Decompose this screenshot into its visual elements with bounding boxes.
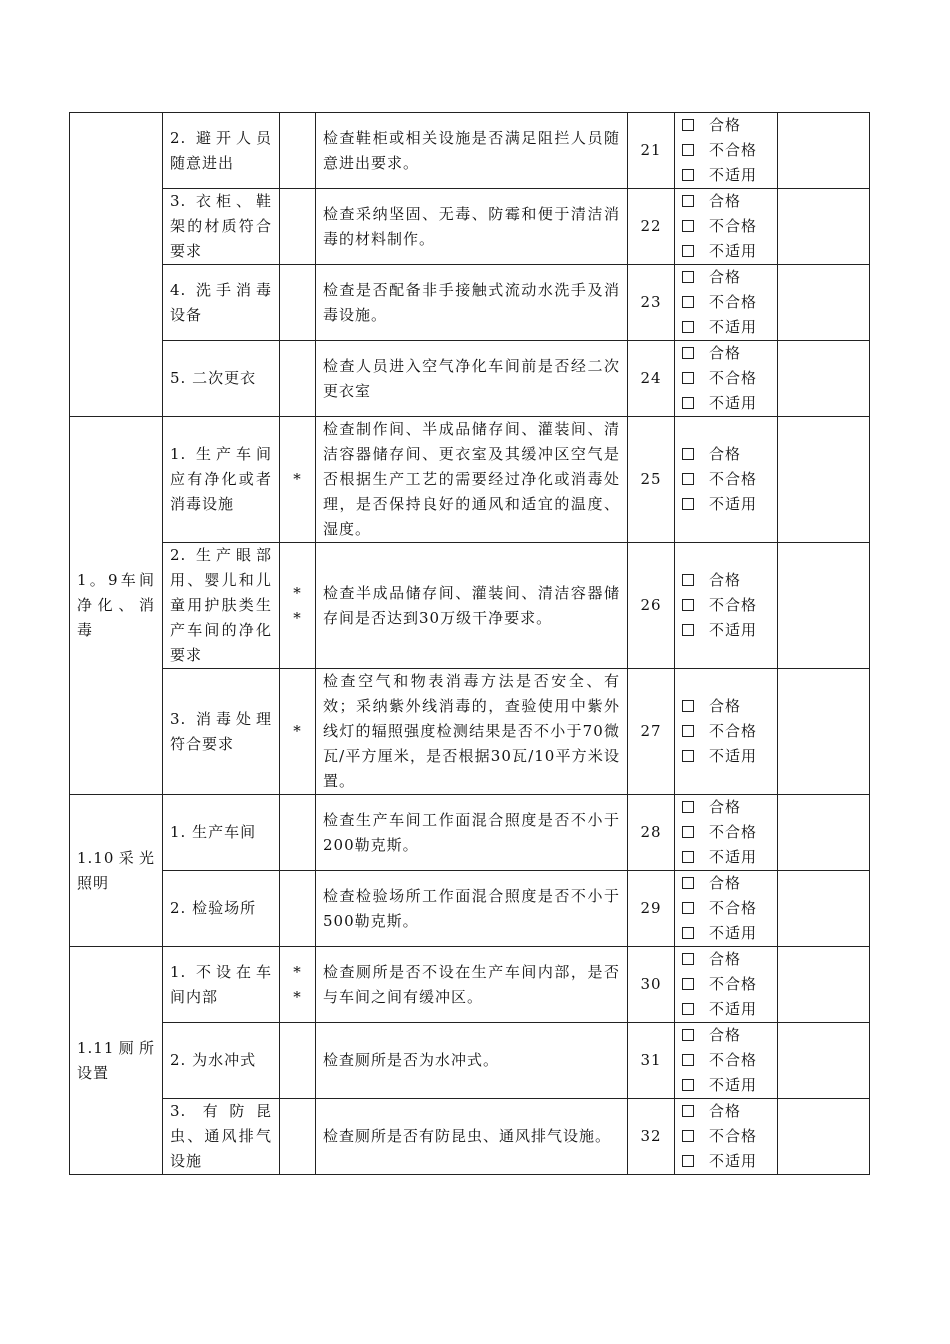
key-item-mark: * (280, 417, 316, 543)
result-option[interactable] (682, 138, 770, 163)
result-option[interactable] (682, 1099, 770, 1124)
option-label: 不合格 (709, 293, 758, 311)
result-option[interactable] (682, 1023, 770, 1048)
table-row (70, 417, 870, 543)
table-row (70, 795, 870, 871)
result-option[interactable] (682, 341, 770, 366)
result-options (675, 1023, 778, 1099)
key-item-mark (280, 1023, 316, 1099)
result-option[interactable] (682, 265, 770, 290)
result-option[interactable] (682, 921, 770, 946)
option-label: 合格 (709, 798, 742, 816)
option-label: 不合格 (709, 899, 758, 917)
item-number: 26 (628, 543, 675, 669)
option-label: 合格 (709, 344, 742, 362)
option-label: 不适用 (709, 747, 758, 765)
checkbox[interactable] (682, 801, 694, 813)
option-label: 不适用 (709, 394, 758, 412)
result-option[interactable] (682, 820, 770, 845)
checkbox[interactable] (682, 271, 694, 283)
remarks-cell[interactable] (778, 543, 870, 669)
checkbox[interactable] (682, 498, 694, 510)
checkbox[interactable] (682, 1130, 694, 1142)
result-option[interactable] (682, 845, 770, 870)
checkbox[interactable] (682, 574, 694, 586)
result-option[interactable] (682, 1073, 770, 1098)
checkbox[interactable] (682, 169, 694, 181)
result-options (675, 341, 778, 417)
check-description: 检查厕所是否为水冲式。 (316, 1023, 628, 1099)
checkbox[interactable] (682, 296, 694, 308)
option-label: 合格 (709, 874, 742, 892)
option-label: 合格 (709, 697, 742, 715)
table-row (70, 871, 870, 947)
result-option[interactable] (682, 1149, 770, 1174)
key-item-mark: * * (280, 543, 316, 669)
result-options (675, 1099, 778, 1175)
result-option[interactable] (682, 239, 770, 264)
checkbox[interactable] (682, 347, 694, 359)
result-options (675, 947, 778, 1023)
checkbox[interactable] (682, 397, 694, 409)
result-option[interactable] (682, 467, 770, 492)
check-description: 检查生产车间工作面混合照度是否不小于200勒克斯。 (316, 795, 628, 871)
checkbox[interactable] (682, 750, 694, 762)
table-row (70, 113, 870, 189)
result-option[interactable] (682, 618, 770, 643)
item-cell: 3. 衣柜、鞋架的材质符合要求 (163, 189, 280, 265)
result-option[interactable] (682, 1124, 770, 1149)
result-option[interactable] (682, 492, 770, 517)
item-number: 29 (628, 871, 675, 947)
checkbox[interactable] (682, 953, 694, 965)
remarks-cell[interactable] (778, 113, 870, 189)
checkbox[interactable] (682, 599, 694, 611)
key-item-mark (280, 189, 316, 265)
checkbox[interactable] (682, 119, 694, 131)
result-option[interactable] (682, 593, 770, 618)
result-options (675, 795, 778, 871)
item-number: 24 (628, 341, 675, 417)
item-cell: 1. 生产车间 (163, 795, 280, 871)
key-item-mark (280, 795, 316, 871)
item-number: 21 (628, 113, 675, 189)
result-options (675, 113, 778, 189)
item-number: 23 (628, 265, 675, 341)
result-option[interactable] (682, 315, 770, 340)
remarks-cell[interactable] (778, 1099, 870, 1175)
checkbox[interactable] (682, 473, 694, 485)
key-item-mark: * (280, 669, 316, 795)
remarks-cell[interactable] (778, 669, 870, 795)
check-description: 检查是否配备非手接触式流动水洗手及消毒设施。 (316, 265, 628, 341)
option-label: 不适用 (709, 242, 758, 260)
item-cell: 3. 有防昆虫、通风排气设施 (163, 1099, 280, 1175)
result-option[interactable] (682, 997, 770, 1022)
result-option[interactable] (682, 694, 770, 719)
option-label: 不适用 (709, 621, 758, 639)
option-label: 不合格 (709, 470, 758, 488)
option-label: 不适用 (709, 848, 758, 866)
item-cell: 2. 检验场所 (163, 871, 280, 947)
option-label: 合格 (709, 950, 742, 968)
key-item-mark (280, 113, 316, 189)
result-option[interactable] (682, 719, 770, 744)
result-option[interactable] (682, 947, 770, 972)
result-option[interactable] (682, 896, 770, 921)
remarks-cell[interactable] (778, 947, 870, 1023)
option-label: 合格 (709, 192, 742, 210)
option-label: 合格 (709, 116, 742, 134)
checkbox[interactable] (682, 448, 694, 460)
checkbox[interactable] (682, 1155, 694, 1167)
checkbox[interactable] (682, 877, 694, 889)
category-cell: 1.11厕所设置 (70, 947, 163, 1175)
table-row (70, 189, 870, 265)
inspection-table-body (70, 113, 870, 1175)
result-options (675, 669, 778, 795)
result-option[interactable] (682, 744, 770, 769)
item-cell: 3. 消毒处理符合要求 (163, 669, 280, 795)
check-description: 检查采纳坚固、无毒、防霉和便于清洁消毒的材料制作。 (316, 189, 628, 265)
item-cell: 5. 二次更衣 (163, 341, 280, 417)
option-label: 合格 (709, 1102, 742, 1120)
check-description: 检查空气和物表消毒方法是否安全、有效；采纳紫外线消毒的，查验使用中紫外线灯的辐照强度检测结果是否不小于70微瓦/平方厘米，是否根据30瓦/10平方米设置。 (316, 669, 628, 795)
option-label: 不合格 (709, 369, 758, 387)
result-option[interactable] (682, 871, 770, 896)
check-description: 检查厕所是否有防昆虫、通风排气设施。 (316, 1099, 628, 1175)
check-description: 检查鞋柜或相关设施是否满足阻拦人员随意进出要求。 (316, 113, 628, 189)
remarks-cell[interactable] (778, 795, 870, 871)
item-cell: 1. 生产车间应有净化或者消毒设施 (163, 417, 280, 543)
key-item-mark (280, 265, 316, 341)
checkbox[interactable] (682, 978, 694, 990)
option-label: 合格 (709, 268, 742, 286)
checkbox[interactable] (682, 1079, 694, 1091)
check-description: 检查检验场所工作面混合照度是否不小于500勒克斯。 (316, 871, 628, 947)
table-row (70, 341, 870, 417)
item-number: 31 (628, 1023, 675, 1099)
check-description: 检查厕所是否不设在生产车间内部，是否与车间之间有缓冲区。 (316, 947, 628, 1023)
result-options (675, 543, 778, 669)
item-number: 32 (628, 1099, 675, 1175)
result-option[interactable] (682, 189, 770, 214)
result-option[interactable] (682, 568, 770, 593)
checkbox[interactable] (682, 1029, 694, 1041)
key-item-mark (280, 1099, 316, 1175)
check-description: 检查半成品储存间、灌装间、清洁容器储存间是否达到30万级干净要求。 (316, 543, 628, 669)
item-cell: 1. 不设在车间内部 (163, 947, 280, 1023)
item-number: 27 (628, 669, 675, 795)
remarks-cell[interactable] (778, 871, 870, 947)
checkbox[interactable] (682, 321, 694, 333)
checkbox[interactable] (682, 220, 694, 232)
option-label: 不合格 (709, 722, 758, 740)
option-label: 不合格 (709, 975, 758, 993)
result-option[interactable] (682, 442, 770, 467)
option-label: 不适用 (709, 1076, 758, 1094)
checkbox[interactable] (682, 700, 694, 712)
option-label: 不适用 (709, 495, 758, 513)
checkbox[interactable] (682, 725, 694, 737)
result-option[interactable] (682, 795, 770, 820)
checkbox[interactable] (682, 927, 694, 939)
option-label: 不适用 (709, 1000, 758, 1018)
result-options (675, 417, 778, 543)
option-label: 合格 (709, 1026, 742, 1044)
option-label: 不适用 (709, 166, 758, 184)
key-item-mark (280, 871, 316, 947)
table-row (70, 947, 870, 1023)
category-cell: 1。9车间净化、消毒 (70, 417, 163, 795)
check-description: 检查人员进入空气净化车间前是否经二次更衣室 (316, 341, 628, 417)
result-options (675, 189, 778, 265)
category-cell: 1.10采光照明 (70, 795, 163, 947)
checkbox[interactable] (682, 851, 694, 863)
key-item-mark: * * (280, 947, 316, 1023)
option-label: 不适用 (709, 1152, 758, 1170)
option-label: 不适用 (709, 318, 758, 336)
option-label: 不合格 (709, 217, 758, 235)
result-option[interactable] (682, 113, 770, 138)
option-label: 不合格 (709, 596, 758, 614)
remarks-cell[interactable] (778, 417, 870, 543)
checkbox[interactable] (682, 1054, 694, 1066)
item-cell: 2. 避开人员随意进出 (163, 113, 280, 189)
result-options (675, 265, 778, 341)
option-label: 不合格 (709, 141, 758, 159)
result-option[interactable] (682, 214, 770, 239)
inspection-table (69, 112, 870, 1175)
item-cell: 4. 洗手消毒设备 (163, 265, 280, 341)
checkbox[interactable] (682, 144, 694, 156)
key-item-mark (280, 341, 316, 417)
item-number: 30 (628, 947, 675, 1023)
checkbox[interactable] (682, 1105, 694, 1117)
item-number: 22 (628, 189, 675, 265)
table-row (70, 1023, 870, 1099)
option-label: 不适用 (709, 924, 758, 942)
table-row (70, 265, 870, 341)
option-label: 不合格 (709, 1127, 758, 1145)
remarks-cell[interactable] (778, 1023, 870, 1099)
table-row (70, 543, 870, 669)
checkbox[interactable] (682, 624, 694, 636)
item-cell: 2. 生产眼部用、婴儿和儿童用护肤类生产车间的净化要求 (163, 543, 280, 669)
checkbox[interactable] (682, 195, 694, 207)
option-label: 合格 (709, 571, 742, 589)
remarks-cell[interactable] (778, 341, 870, 417)
remarks-cell[interactable] (778, 189, 870, 265)
checkbox[interactable] (682, 1003, 694, 1015)
remarks-cell[interactable] (778, 265, 870, 341)
checkbox[interactable] (682, 902, 694, 914)
table-row (70, 669, 870, 795)
category-cell (70, 113, 163, 417)
option-label: 不合格 (709, 1051, 758, 1069)
result-option[interactable] (682, 972, 770, 997)
result-option[interactable] (682, 163, 770, 188)
result-option[interactable] (682, 1048, 770, 1073)
result-options (675, 871, 778, 947)
checkbox[interactable] (682, 372, 694, 384)
checkbox[interactable] (682, 245, 694, 257)
checkbox[interactable] (682, 826, 694, 838)
item-cell: 2. 为水冲式 (163, 1023, 280, 1099)
option-label: 不合格 (709, 823, 758, 841)
result-option[interactable] (682, 391, 770, 416)
item-number: 28 (628, 795, 675, 871)
table-row (70, 1099, 870, 1175)
result-option[interactable] (682, 366, 770, 391)
result-option[interactable] (682, 290, 770, 315)
option-label: 合格 (709, 445, 742, 463)
item-number: 25 (628, 417, 675, 543)
check-description: 检查制作间、半成品储存间、灌装间、清洁容器储存间、更衣室及其缓冲区空气是否根据生产工艺的需要经过净化或消毒处理，是否保持良好的通风和适宜的温度、湿度。 (316, 417, 628, 543)
